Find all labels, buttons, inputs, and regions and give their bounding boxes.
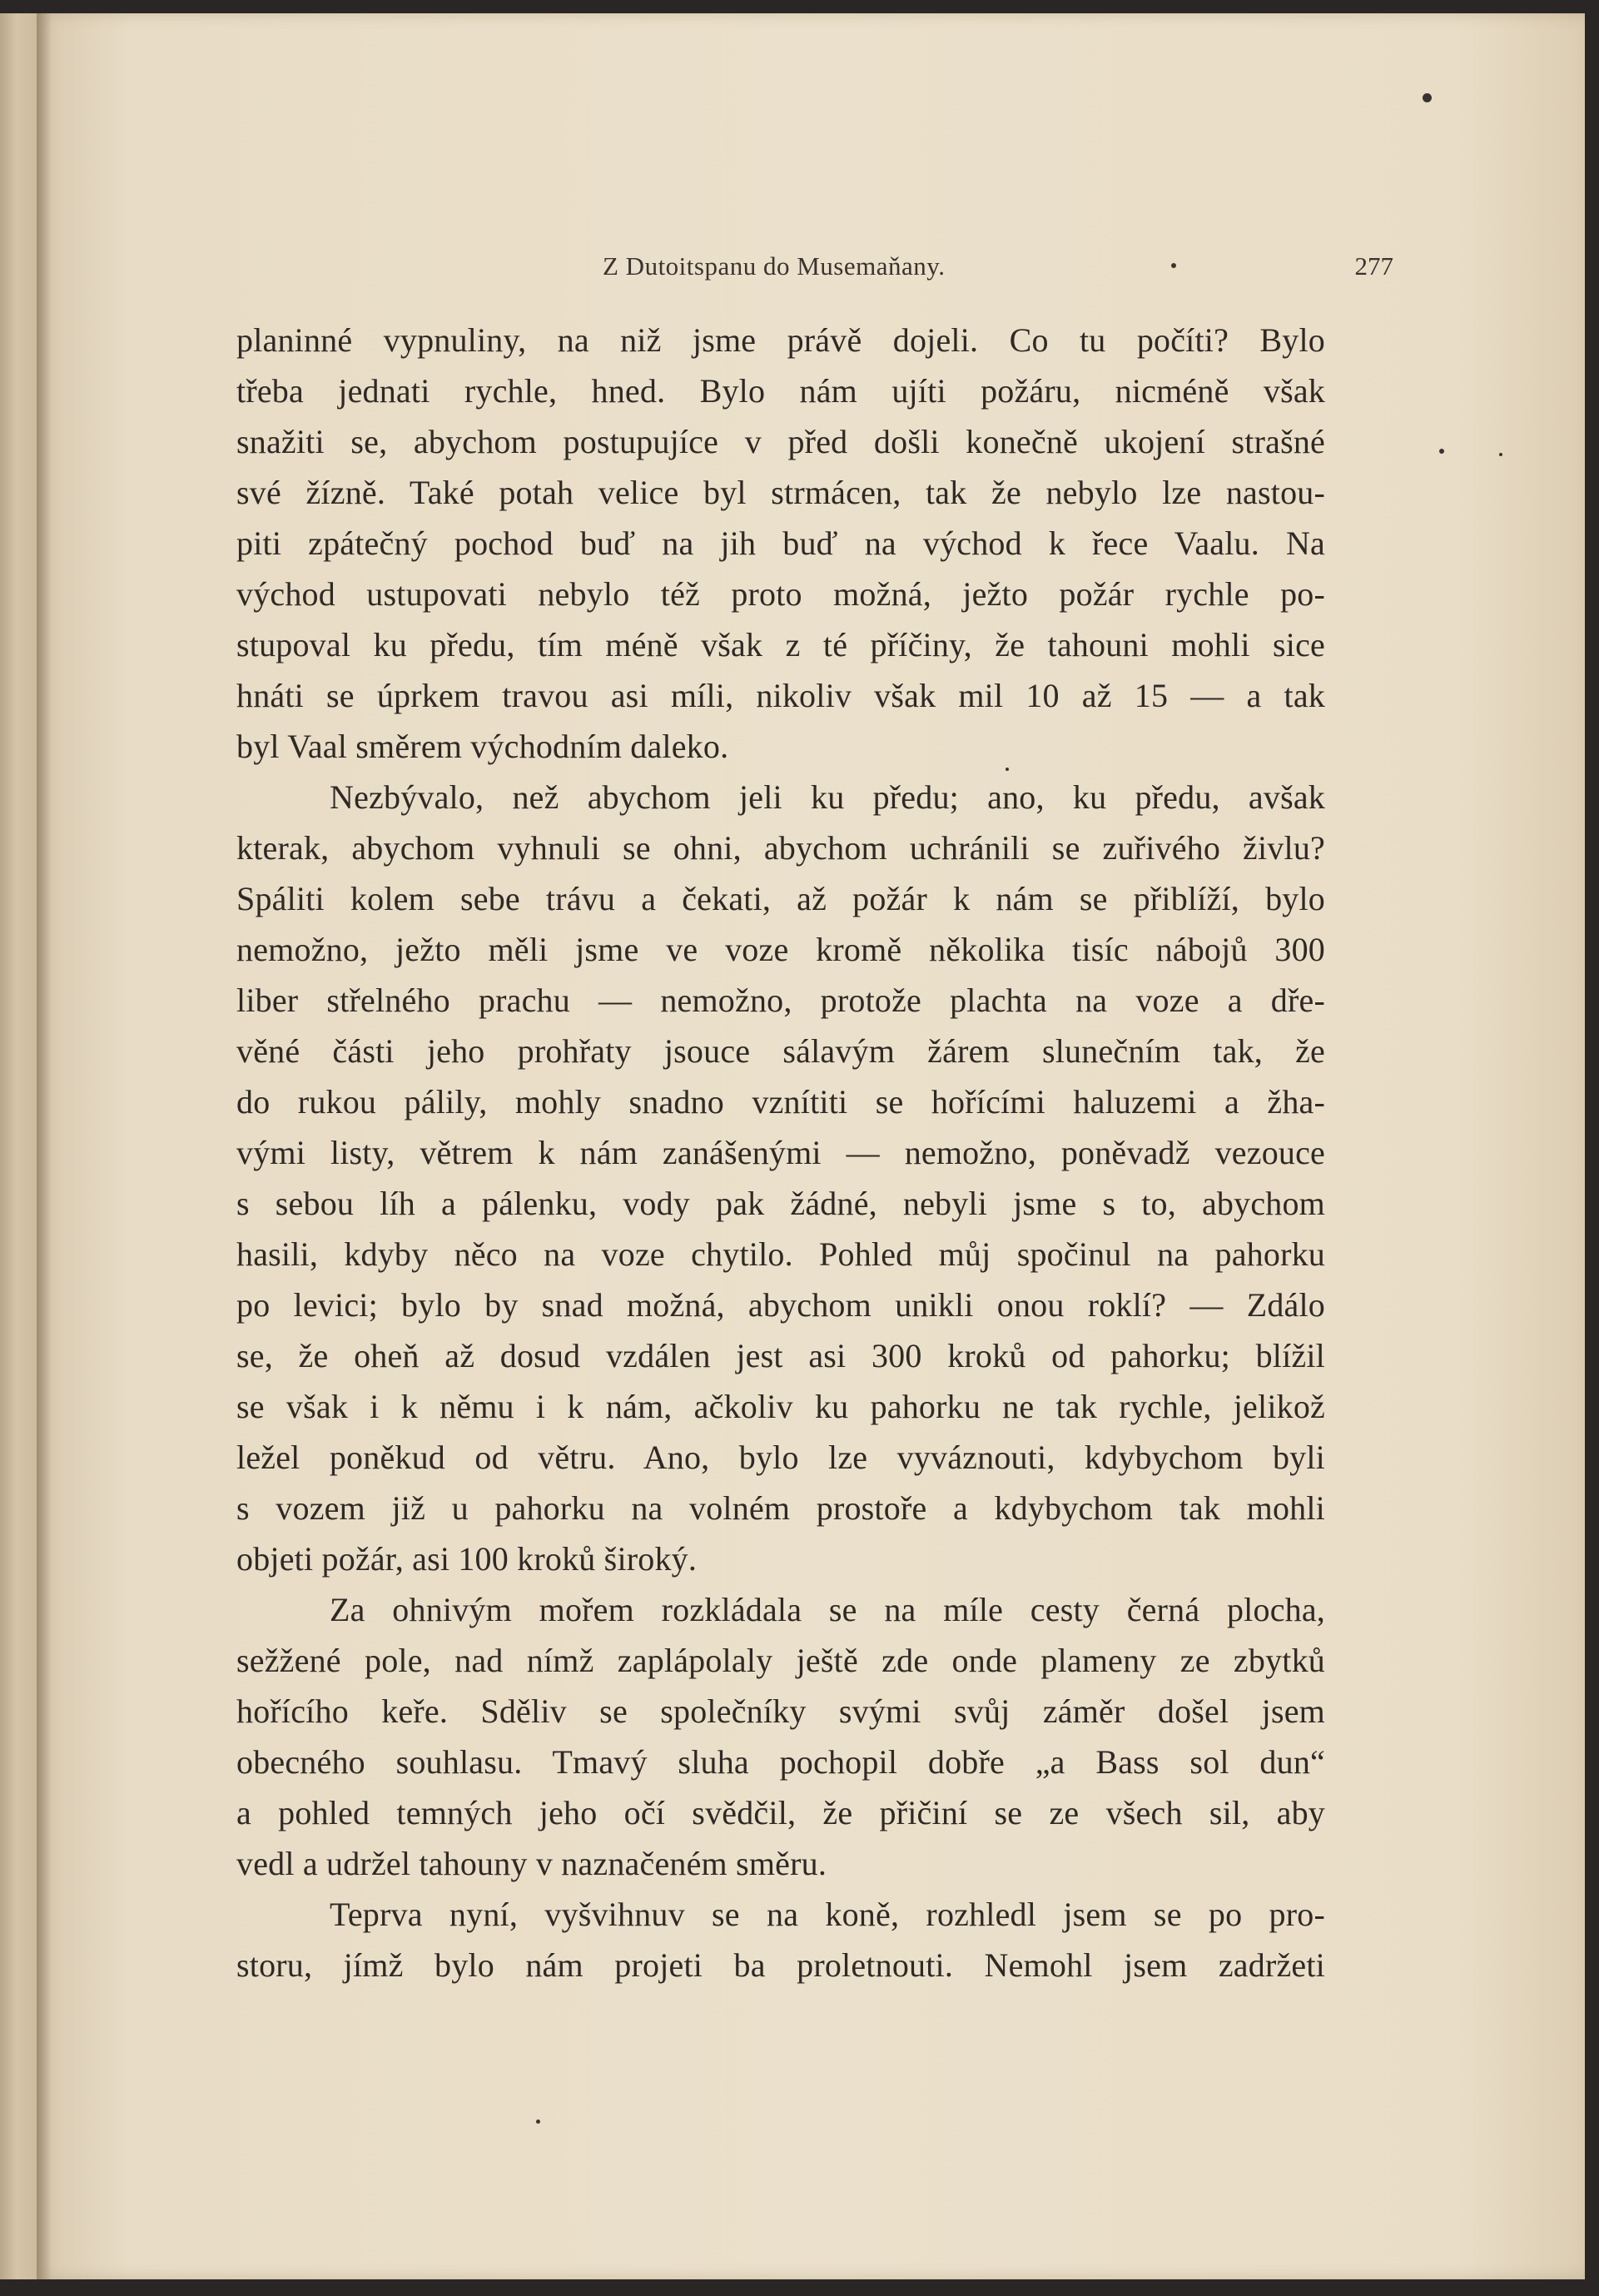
text-line: nemožno, ježto měli jsme ve voze kromě několika tisíc nábojů 300 [236, 931, 1325, 968]
text-line: snažiti se, abychom postupujíce v před došli konečně ukojení strašné [236, 423, 1325, 460]
text-line: s sebou líh a pálenku, vody pak žádné, nebyli jsme s to, abychom [236, 1185, 1325, 1222]
text-line: sežžené pole, nad nímž zaplápolaly ještě zde onde plameny ze zbytků [236, 1642, 1325, 1679]
text-line: se, že oheň až dosud vzdálen jest asi 300 kroků od pahorku; blížil [236, 1337, 1325, 1374]
text-line: hnáti se úprkem travou asi míli, nikoliv však mil 10 až 15 — a tak [236, 677, 1325, 714]
ink-speck [1423, 93, 1432, 102]
text-line: objeti požár, asi 100 kroků široký. [236, 1540, 698, 1578]
text-line: třeba jednati rychle, hned. Bylo nám ujíti požáru, nicméně však [236, 372, 1325, 410]
ink-speck [1499, 453, 1502, 456]
ink-speck [536, 2120, 540, 2124]
text-line: hořícího keře. Sděliv se společníky svými svůj záměr došel jsem [236, 1692, 1325, 1730]
text-line: kterak, abychom vyhnuli se ohni, abychom uchránili se zuřivého živlu? [236, 829, 1325, 867]
text-line: Teprva nyní, vyšvihnuv se na koně, rozhledl jsem se po pro- [330, 1896, 1325, 1933]
text-line: a pohled temných jeho očí svědčil, že přičiní se ze všech sil, aby [236, 1794, 1325, 1831]
paragraph [236, 772, 1325, 1584]
text-line: hasili, kdyby něco na voze chytilo. Pohled můj spočinul na pahorku [236, 1235, 1325, 1273]
text-line: vedl a udržel tahouny v naznačeném směru. [236, 1845, 827, 1882]
gutter-shadow [37, 13, 52, 2279]
text-line: byl Vaal směrem východním daleko. [236, 728, 729, 765]
text-line: vými listy, větrem k nám zanášenými — nemožno, poněvadž vezouce [236, 1134, 1325, 1171]
text-line: ležel poněkud od větru. Ano, bylo lze vyváznouti, kdybychom byli [236, 1439, 1325, 1476]
text-line: piti zpátečný pochod buď na jih buď na východ k řece Vaalu. Na [236, 524, 1325, 562]
paragraph [236, 315, 1325, 772]
text-line: se však i k němu i k nám, ačkoliv ku pahorku ne tak rychle, jelikož [236, 1388, 1325, 1425]
previous-page-edge [0, 13, 37, 2279]
body-text [236, 315, 1325, 1990]
page-header [603, 251, 1393, 285]
text-line: Nezbývalo, než abychom jeli ku předu; ano, ku předu, avšak [330, 778, 1325, 816]
text-line: storu, jímž bylo nám projeti ba proletnouti. Nemohl jsem zadržeti [236, 1946, 1325, 1984]
text-line: východ ustupovati nebylo též proto možná, ježto požár rychle po- [236, 575, 1325, 613]
text-line: věné části jeho prohřaty jsouce sálavým žárem slunečním tak, že [236, 1032, 1325, 1070]
text-line: liber střelného prachu — nemožno, protože plachta na voze a dře- [236, 982, 1325, 1019]
text-line: stupoval ku předu, tím méně však z té příčiny, že tahouni mohli sice [236, 626, 1325, 663]
text-line: s vozem již u pahorku na volném prostoře a kdybychom tak mohli [236, 1489, 1325, 1527]
running-title: Z Dutoitspanu do Musemaňany. [603, 251, 946, 281]
text-line: po levici; bylo by snad možná, abychom unikli onou roklí? — Zdálo [236, 1286, 1325, 1324]
page-number: 277 [1354, 251, 1393, 281]
text-line: Za ohnivým mořem rozkládala se na míle cesty černá plocha, [330, 1591, 1325, 1628]
text-line: obecného souhlasu. Tmavý sluha pochopil dobře „a Bass sol dun“ [236, 1743, 1325, 1781]
ink-speck [1439, 449, 1444, 454]
text-line: Spáliti kolem sebe trávu a čekati, až požár k nám se přiblíží, bylo [236, 880, 1325, 917]
paragraph [236, 1889, 1325, 1990]
paragraph [236, 1584, 1325, 1889]
text-line: své žízně. Také potah velice byl strmácen, tak že nebylo lze nastou- [236, 474, 1325, 511]
text-line: planinné vypnuliny, na niž jsme právě dojeli. Co tu počíti? Bylo [236, 321, 1325, 359]
text-line: do rukou pálily, mohly snadno vznítiti se hořícími haluzemi a žha- [236, 1083, 1325, 1121]
